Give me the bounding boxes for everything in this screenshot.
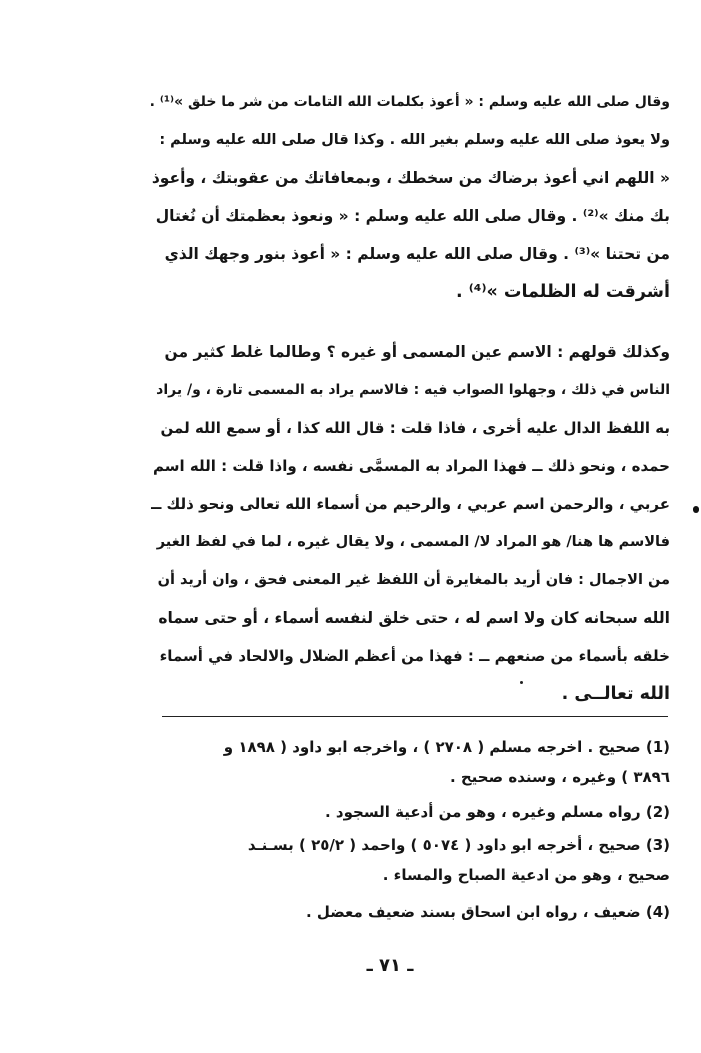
- text-line: الناس في ذلك ، وجهلوا الصواب فيه : فالاسم يراد به المسمى تارة ، و/ يراد: [156, 382, 670, 398]
- footnote-line: (3) صحيح ، أخرجه ابو داود ( ٥٠٧٤ ) واحمد ( ٢٥/٢ ) بسـنـد: [247, 836, 670, 854]
- paragraph-hadith-quotes: [150, 83, 670, 323]
- text-line: عربي ، والرحمن اسم عربي ، والرحيم من أسماء الله تعالى ونحو ذلك ــ: [151, 495, 670, 513]
- footnote-4: [160, 897, 670, 927]
- text-line: من تحتنا »⁽³⁾ . وقال صلى الله عليه وسلم : « أعوذ بنور وجهك الذي: [164, 245, 670, 263]
- footnote-2: [160, 797, 670, 827]
- text-line: وكذلك قولهم : الاسم عين المسمى أو غيره ؟ وطالما غلط كثير من: [164, 343, 670, 361]
- footnote-1: [160, 732, 670, 792]
- text-line: فالاسم ها هنا/ هو المراد لا/ المسمى ، ولا يقال غيره ، لما في لفظ الغير: [156, 534, 670, 550]
- margin-mark: [693, 506, 699, 513]
- text-line: وقال صلى الله عليه وسلم : « أعوذ بكلمات الله التامات من شر ما خلق »⁽¹⁾ .: [150, 94, 670, 110]
- paragraph-name-and-named: [150, 333, 670, 703]
- text-line: الله سبحانه كان ولا اسم له ، حتى خلق لنفسه أسماء ، أو حتى سماه: [158, 609, 670, 627]
- footnote-line: (4) ضعيف ، رواه ابن اسحاق بسند ضعيف معضل .: [305, 903, 670, 921]
- footnote-line: (1) صحيح . اخرجه مسلم ( ٢٧٠٨ ) ، واخرجه ابو داود ( ١٨٩٨ و: [223, 738, 670, 756]
- footnote-line: ٣٨٩٦ ) وغيره ، وسنده صحيح .: [449, 768, 670, 786]
- footnote-line: (2) رواه مسلم وغيره ، وهو من أدعية السجود .: [325, 803, 670, 821]
- text-line: خلقه بأسماء من صنعهم ــ : فهذا من أعظم الضلال والالحاد في أسماء: [159, 647, 670, 665]
- text-line: بك منك »⁽²⁾ . وقال صلى الله عليه وسلم : « ونعوذ بعظمتك أن نُغتال: [155, 207, 670, 225]
- text-line: به اللفظ الدال عليه أخرى ، فاذا قلت : قال الله كذا ، أو سمع الله لمن: [160, 419, 670, 437]
- page-number: ـ ٧١ ـ: [366, 955, 414, 976]
- footnote-divider: [162, 716, 668, 717]
- print-speck: [520, 681, 523, 684]
- text-line: ولا يعوذ صلى الله عليه وسلم بغير الله . وكذا قال صلى الله عليه وسلم :: [159, 132, 670, 148]
- text-line: أشرقت له الظلمات »⁽⁴⁾ .: [455, 282, 670, 302]
- text-line: « اللهم اني أعوذ برضاك من سخطك ، وبمعافاتك من عقوبتك ، وأعوذ: [151, 169, 670, 187]
- footnote-3: [160, 830, 670, 890]
- footnote-line: صحيح ، وهو من ادعية الصباح والمساء .: [382, 866, 670, 884]
- text-line: حمده ، ونحو ذلك ــ فهذا المراد به المسمَّى نفسه ، واذا قلت : الله اسم: [153, 457, 670, 475]
- text-line: من الاجمال : فان أريد بالمغايرة أن اللفظ غير المعنى فحق ، وان أريد أن: [157, 572, 670, 588]
- text-line: الله تعالــى .: [561, 684, 670, 704]
